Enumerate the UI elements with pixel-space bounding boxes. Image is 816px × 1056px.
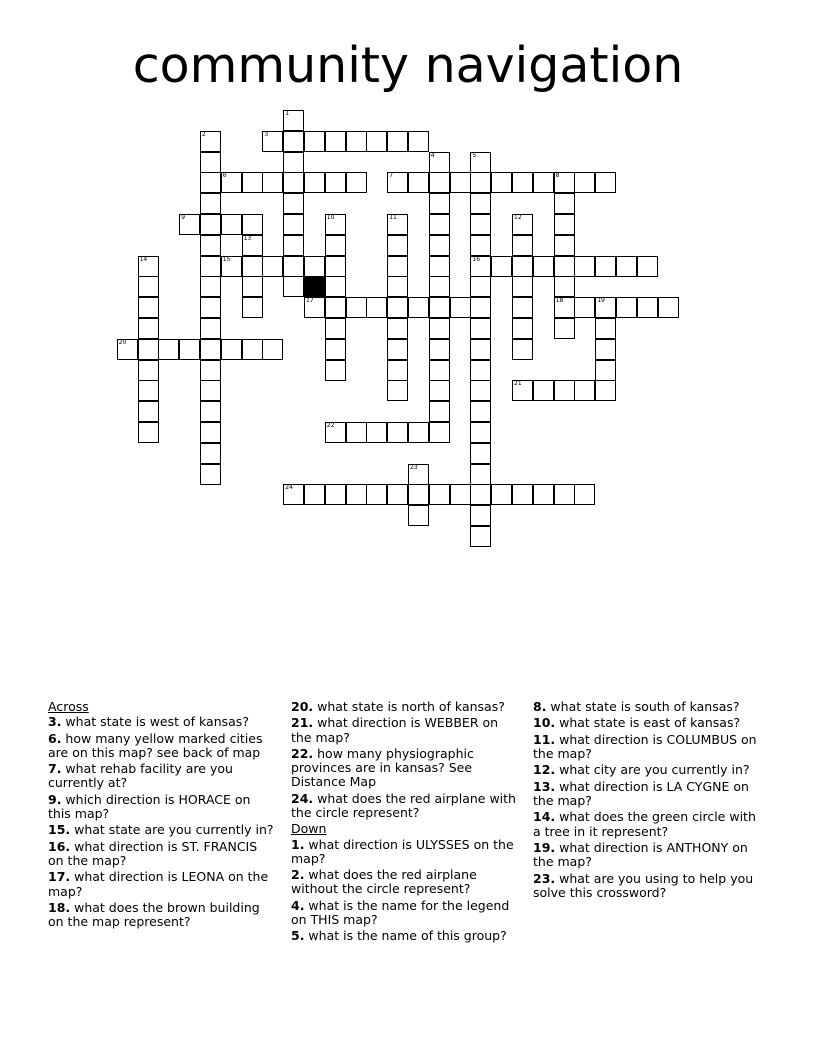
grid-cell[interactable] — [200, 235, 221, 256]
grid-cell[interactable] — [491, 172, 512, 193]
clue-item — [291, 838, 519, 866]
grid-cell[interactable] — [325, 131, 346, 152]
grid-cell[interactable] — [200, 256, 221, 277]
clue-number: 23. — [533, 870, 556, 886]
grid-cell[interactable] — [325, 297, 346, 318]
clue-number-label: 22 — [326, 422, 335, 429]
clue-item — [291, 899, 519, 927]
grid-cell[interactable] — [200, 318, 221, 339]
clue-item — [48, 840, 276, 868]
grid-cell[interactable] — [470, 318, 491, 339]
grid-cell[interactable] — [366, 297, 387, 318]
clue-item — [533, 872, 761, 900]
clue-item — [48, 823, 276, 837]
grid-cell[interactable] — [179, 339, 200, 360]
grid-cell[interactable] — [325, 256, 346, 277]
grid-cell[interactable] — [429, 422, 450, 443]
grid-cell[interactable] — [470, 422, 491, 443]
grid-cell[interactable] — [242, 297, 263, 318]
grid-cell[interactable] — [470, 443, 491, 464]
grid-cell[interactable] — [512, 339, 533, 360]
grid-cell[interactable] — [533, 484, 554, 505]
grid-cell[interactable] — [138, 360, 159, 381]
clue-item — [533, 841, 761, 869]
grid-cell[interactable] — [200, 297, 221, 318]
grid-cell[interactable] — [429, 360, 450, 381]
grid-cell[interactable] — [346, 172, 367, 193]
clue-number: 13. — [533, 778, 556, 794]
grid-cell[interactable] — [429, 235, 450, 256]
grid-cell[interactable] — [429, 214, 450, 235]
clue-number: 22. — [291, 745, 314, 761]
clue-text: what does the brown building on the map represent? — [48, 899, 260, 930]
grid-cell[interactable] — [242, 214, 263, 235]
grid-cell[interactable] — [470, 464, 491, 485]
grid-cell[interactable] — [325, 276, 346, 297]
clue-number: 1. — [291, 836, 305, 852]
clue-text: how many yellow marked cities are on this map? see back of map — [48, 730, 263, 760]
clue-text: what city are you currently in? — [555, 762, 750, 778]
grid-cell[interactable] — [283, 214, 304, 235]
grid-cell[interactable] — [554, 235, 575, 256]
grid-cell[interactable] — [138, 339, 159, 360]
clue-heading-down: Down — [291, 821, 327, 837]
grid-cell[interactable] — [387, 380, 408, 401]
grid-cell[interactable] — [366, 484, 387, 505]
grid-cell[interactable] — [429, 193, 450, 214]
grid-cell[interactable] — [595, 380, 616, 401]
clue-number: 21. — [291, 715, 314, 731]
clue-number-label: 17 — [306, 297, 314, 305]
grid-cell[interactable] — [304, 131, 325, 152]
grid-cell[interactable] — [429, 380, 450, 401]
clue-text: what state are you currently in? — [70, 822, 274, 838]
grid-cell[interactable] — [616, 297, 637, 318]
clue-column-3 — [533, 700, 761, 902]
grid-cell[interactable] — [554, 484, 575, 505]
grid-cell[interactable] — [200, 380, 221, 401]
grid-cell[interactable] — [304, 256, 325, 277]
clue-text: what are you using to help you solve this crossword? — [533, 870, 754, 900]
clue-text: what state is west of kansas? — [61, 714, 249, 730]
grid-cell[interactable] — [242, 172, 263, 193]
clue-number-label: 19 — [597, 297, 605, 305]
grid-cell[interactable] — [200, 152, 221, 173]
grid-cell[interactable] — [554, 193, 575, 214]
grid-cell[interactable] — [595, 318, 616, 339]
grid-cell[interactable] — [200, 464, 221, 485]
clue-number-label: 6 — [222, 172, 227, 180]
grid-cell[interactable] — [138, 276, 159, 297]
grid-cell[interactable] — [429, 172, 450, 193]
grid-cell[interactable] — [387, 422, 408, 443]
grid-cell[interactable] — [470, 297, 491, 318]
clue-text: which direction is HORACE on this map? — [48, 791, 251, 821]
clue-number-label: 8 — [555, 172, 560, 180]
clue-number-label: 7 — [389, 172, 394, 180]
grid-cell[interactable] — [200, 443, 221, 464]
clue-text: what direction is LA CYGNE on the map? — [533, 778, 749, 808]
grid-cell[interactable] — [470, 526, 491, 547]
clue-number-label: 10 — [326, 214, 335, 221]
clue-item — [48, 732, 276, 760]
grid-cell[interactable] — [283, 256, 304, 277]
clue-number-label: 21 — [514, 380, 522, 388]
grid-cell[interactable] — [387, 339, 408, 360]
grid-cell[interactable] — [138, 318, 159, 339]
grid-cell[interactable] — [554, 256, 575, 277]
clue-number: 11. — [533, 731, 556, 747]
grid-cell[interactable] — [387, 235, 408, 256]
clue-item — [533, 700, 761, 714]
grid-cell[interactable] — [554, 276, 575, 297]
clue-text: what is the name for the legend on THIS map? — [291, 897, 510, 927]
clue-item — [291, 716, 519, 744]
grid-cell[interactable] — [242, 339, 263, 360]
clue-text: what direction is LEONA on the map? — [48, 869, 269, 899]
clue-number-label: 15 — [222, 255, 231, 263]
clue-number: 14. — [533, 809, 556, 825]
grid-cell[interactable] — [429, 256, 450, 277]
grid-cell[interactable] — [387, 131, 408, 152]
clue-item — [48, 901, 276, 929]
clue-number: 16. — [48, 838, 71, 854]
clue-item — [48, 793, 276, 821]
grid-cell[interactable] — [512, 484, 533, 505]
clue-number: 12. — [533, 762, 556, 778]
clue-column-2 — [291, 700, 519, 946]
clue-text: how many physiographic provinces are in kansas? See Distance Map — [291, 745, 474, 790]
grid-cell[interactable] — [512, 297, 533, 318]
grid-cell[interactable] — [429, 297, 450, 318]
clue-number: 17. — [48, 869, 71, 885]
clue-text: what does the red airplane without the circle represent? — [291, 867, 477, 897]
grid-cell[interactable] — [200, 276, 221, 297]
grid-cell[interactable] — [574, 380, 595, 401]
clue-text: what direction is ULYSSES on the map? — [291, 836, 514, 866]
clue-number: 15. — [48, 822, 71, 838]
clue-number: 3. — [48, 714, 62, 730]
grid-cell[interactable] — [470, 505, 491, 526]
grid-cell[interactable] — [325, 172, 346, 193]
grid-cell[interactable] — [283, 131, 304, 152]
clue-number: 5. — [291, 928, 305, 944]
clue-text: what does the green circle with a tree in it represent? — [533, 809, 756, 839]
clue-item — [533, 716, 761, 730]
grid-cell[interactable] — [408, 505, 429, 526]
clue-number-label: 24 — [285, 484, 293, 492]
grid-cell[interactable] — [262, 256, 283, 277]
grid-cell[interactable] — [470, 276, 491, 297]
grid-cell[interactable] — [470, 339, 491, 360]
grid-cell[interactable] — [158, 339, 179, 360]
clue-number-label: 14 — [139, 255, 148, 263]
grid-cell[interactable] — [658, 297, 679, 318]
clue-number-label: 20 — [118, 338, 127, 346]
grid-cell[interactable] — [574, 297, 595, 318]
grid-cell[interactable] — [262, 172, 283, 193]
clue-number: 2. — [291, 867, 305, 883]
grid-cell[interactable] — [554, 318, 575, 339]
grid-cell[interactable] — [200, 214, 221, 235]
grid-cell[interactable] — [387, 318, 408, 339]
clue-item — [291, 700, 519, 714]
grid-cell[interactable] — [138, 297, 159, 318]
grid-cell[interactable] — [283, 172, 304, 193]
grid-cell[interactable] — [387, 256, 408, 277]
grid-cell[interactable] — [242, 256, 263, 277]
clue-text: what direction is ANTHONY on the map? — [533, 839, 748, 870]
grid-cell[interactable] — [470, 235, 491, 256]
grid-cell[interactable] — [200, 422, 221, 443]
grid-cell[interactable] — [283, 276, 304, 297]
clue-number: 7. — [48, 761, 62, 777]
grid-cell[interactable] — [595, 339, 616, 360]
grid-cell[interactable] — [283, 193, 304, 214]
grid-cell[interactable] — [387, 484, 408, 505]
clue-text: what does the red airplane with the circle represent? — [291, 790, 516, 820]
grid-cell[interactable] — [595, 256, 616, 277]
grid-cell[interactable] — [470, 380, 491, 401]
grid-cell[interactable] — [200, 401, 221, 422]
clue-number-label: 12 — [514, 214, 522, 221]
grid-cell[interactable] — [429, 276, 450, 297]
grid-cell[interactable] — [408, 297, 429, 318]
grid-cell[interactable] — [574, 484, 595, 505]
grid-cell[interactable] — [450, 172, 471, 193]
clue-number-label: 4 — [430, 151, 435, 159]
grid-cell[interactable] — [512, 172, 533, 193]
grid-cell[interactable] — [512, 256, 533, 277]
grid-cell[interactable] — [637, 297, 658, 318]
grid-cell[interactable] — [574, 256, 595, 277]
clue-number: 24. — [291, 790, 314, 806]
clue-text: what state is east of kansas? — [555, 715, 741, 731]
clue-item — [48, 715, 276, 729]
clue-item — [533, 763, 761, 777]
clue-number: 10. — [533, 715, 556, 731]
grid-cell[interactable] — [470, 360, 491, 381]
grid-cell[interactable] — [200, 172, 221, 193]
grid-cell[interactable] — [138, 380, 159, 401]
clue-text: what state is north of kansas? — [313, 699, 505, 714]
grid-cell[interactable] — [450, 484, 471, 505]
clue-number-label: 3 — [264, 130, 269, 138]
grid-cell[interactable] — [283, 235, 304, 256]
grid-cell[interactable] — [512, 276, 533, 297]
clue-text: what state is south of kansas? — [546, 699, 740, 714]
clue-number-label: 16 — [472, 255, 481, 263]
grid-cell[interactable] — [408, 422, 429, 443]
grid-cell[interactable] — [387, 276, 408, 297]
grid-cell[interactable] — [325, 360, 346, 381]
black-cell — [304, 276, 325, 297]
grid-cell[interactable] — [470, 401, 491, 422]
grid-cell[interactable] — [346, 131, 367, 152]
grid-cell[interactable] — [387, 360, 408, 381]
grid-cell[interactable] — [346, 297, 367, 318]
clue-number-label: 5 — [472, 151, 477, 159]
grid-cell[interactable] — [325, 339, 346, 360]
clue-item — [291, 792, 519, 820]
clue-item — [291, 929, 519, 943]
clue-number-label: 11 — [389, 214, 397, 221]
grid-cell[interactable] — [221, 214, 242, 235]
grid-cell[interactable] — [408, 131, 429, 152]
clue-number: 6. — [48, 730, 62, 746]
clue-number: 4. — [291, 897, 305, 913]
grid-cell[interactable] — [200, 360, 221, 381]
grid-cell[interactable] — [366, 422, 387, 443]
grid-cell[interactable] — [533, 380, 554, 401]
grid-cell[interactable] — [450, 297, 471, 318]
grid-cell[interactable] — [262, 339, 283, 360]
grid-cell[interactable] — [533, 256, 554, 277]
grid-cell[interactable] — [325, 484, 346, 505]
grid-cell[interactable] — [491, 484, 512, 505]
clue-text: what rehab facility are you currently at? — [48, 761, 233, 791]
grid-cell[interactable] — [304, 172, 325, 193]
grid-cell[interactable] — [242, 276, 263, 297]
clue-number: 8. — [533, 699, 547, 714]
grid-cell[interactable] — [200, 339, 221, 360]
clue-item — [533, 810, 761, 838]
clue-item — [291, 868, 519, 896]
grid-cell[interactable] — [138, 401, 159, 422]
clue-column-1 — [48, 700, 276, 932]
clue-number: 9. — [48, 791, 62, 807]
clue-number: 19. — [533, 839, 556, 855]
page-title: community navigation — [132, 37, 684, 94]
clue-text: what direction is COLUMBUS on the map? — [533, 731, 757, 761]
grid-cell[interactable] — [346, 484, 367, 505]
grid-cell[interactable] — [470, 193, 491, 214]
clue-item — [48, 870, 276, 898]
grid-cell[interactable] — [366, 131, 387, 152]
grid-cell[interactable] — [346, 422, 367, 443]
clue-text: what direction is ST. FRANCIS on the map? — [48, 838, 258, 868]
grid-cell[interactable] — [138, 422, 159, 443]
grid-cell[interactable] — [554, 380, 575, 401]
grid-cell[interactable] — [429, 401, 450, 422]
clue-text: what direction is WEBBER on the map? — [291, 715, 499, 745]
grid-cell[interactable] — [429, 484, 450, 505]
grid-cell[interactable] — [554, 214, 575, 235]
grid-cell[interactable] — [429, 318, 450, 339]
grid-cell[interactable] — [470, 214, 491, 235]
grid-cell[interactable] — [574, 172, 595, 193]
clue-number: 18. — [48, 899, 71, 915]
grid-cell[interactable] — [200, 193, 221, 214]
grid-cell[interactable] — [470, 172, 491, 193]
clue-number-label: 9 — [181, 214, 186, 221]
clue-number: 20. — [291, 699, 314, 714]
grid-cell[interactable] — [387, 297, 408, 318]
clue-text: what is the name of this group? — [304, 928, 507, 944]
grid-cell[interactable] — [408, 484, 429, 505]
clue-item — [48, 762, 276, 790]
grid-cell[interactable] — [616, 256, 637, 277]
grid-cell[interactable] — [491, 256, 512, 277]
clue-heading-across: Across — [48, 699, 89, 714]
grid-cell[interactable] — [533, 172, 554, 193]
clue-number-label: 23 — [410, 463, 418, 471]
grid-cell[interactable] — [595, 172, 616, 193]
grid-cell[interactable] — [304, 484, 325, 505]
grid-cell[interactable] — [325, 235, 346, 256]
grid-cell[interactable] — [512, 235, 533, 256]
grid-cell[interactable] — [470, 484, 491, 505]
grid-cell[interactable] — [408, 172, 429, 193]
grid-cell[interactable] — [221, 339, 242, 360]
grid-cell[interactable] — [429, 339, 450, 360]
clue-number-label: 18 — [555, 297, 564, 305]
grid-cell[interactable] — [637, 256, 658, 277]
grid-cell[interactable] — [283, 152, 304, 173]
grid-cell[interactable] — [512, 318, 533, 339]
grid-cell[interactable] — [595, 360, 616, 381]
clue-item — [533, 733, 761, 761]
grid-cell[interactable] — [325, 318, 346, 339]
clue-number-label: 13 — [243, 234, 252, 242]
clue-item — [291, 747, 519, 790]
clue-number-label: 1 — [285, 110, 290, 117]
clue-item — [533, 780, 761, 808]
clue-number-label: 2 — [202, 130, 206, 138]
